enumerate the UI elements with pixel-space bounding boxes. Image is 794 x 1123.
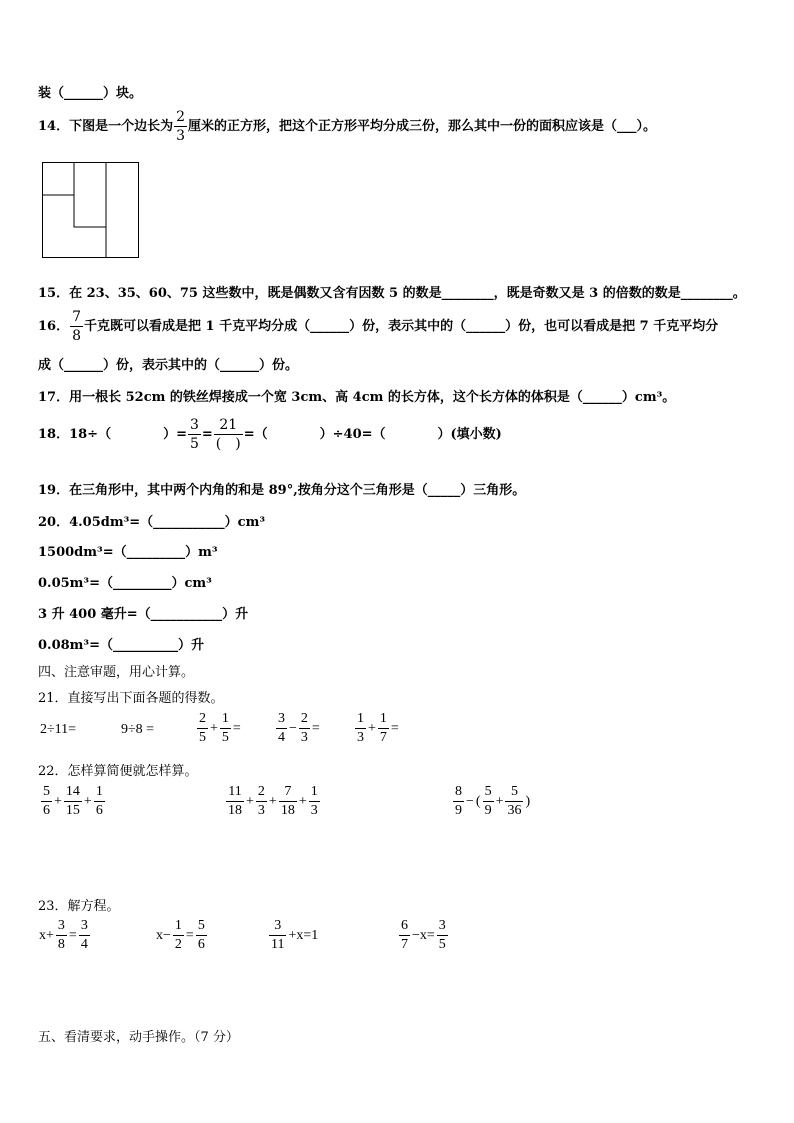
question-15: 15．在 23、35、60、75 这些数中，既是偶数又含有因数 5 的数是________，既是奇数又是 3 的倍数的数是________。 xyxy=(38,286,746,301)
q16-number: 16． xyxy=(38,319,70,334)
q18-fraction-1: $\frac{3}{5}$ xyxy=(189,417,199,452)
q16-line2: 成（______）份，表示其中的（______）份。 xyxy=(38,358,299,373)
question-16 xyxy=(38,310,718,343)
section-4-heading: 四、注意审题，用心计算。 xyxy=(38,665,195,680)
question-17: 17．用一根长 52cm 的铁丝焊接成一个宽 3cm、高 4cm 的长方体，这个长方体的体积是（______）cm³。 xyxy=(38,390,676,405)
q21-calc-4: $\frac{3}{4}$ − $\frac{2}{3}$ = xyxy=(278,711,320,745)
square-figure xyxy=(42,162,139,258)
question-19: 19．在三角形中，其中两个内角的和是 89°,按角分这个三角形是（_____）三角形。 xyxy=(38,483,526,498)
q14-fraction: $\frac{2}{3}$ xyxy=(176,109,186,144)
q21-calc-3: $\frac{2}{5}$ + $\frac{1}{5}$ = xyxy=(199,711,241,745)
q21-calc-2: 9÷8 = xyxy=(121,722,155,737)
q14-text-post: 厘米的正方形，把这个正方形平均分成三份，那么其中一份的面积应该是（___）。 xyxy=(188,119,657,134)
q20-line-1: 20．4.05dm³=（___________）cm³ xyxy=(38,515,266,530)
q22-expr-2: $\frac{11}{18}$ + $\frac{2}{3}$ + $\frac{7}{18}$ + $\frac{1}{3}$ xyxy=(228,784,318,818)
q18-equals: = xyxy=(201,427,213,442)
q23-equation-3: $\frac{3}{11}$ +x=1 xyxy=(271,918,319,952)
q22-expr-3: $\frac{8}{9}$ − ( $\frac{5}{9}$ + $\frac{5}{36}$ ) xyxy=(455,784,531,818)
q20-line-5: 0.08m³=（__________）升 xyxy=(38,638,205,653)
question-14 xyxy=(38,110,656,143)
q18-part-a: 18．18÷（ ）= xyxy=(38,427,187,442)
q21-title: 21．直接写出下面各题的得数。 xyxy=(38,691,224,706)
q23-title: 23．解方程。 xyxy=(38,899,120,914)
question-18 xyxy=(38,418,502,451)
q16-line1: 千克既可以看成是把 1 千克平均分成（______）份，表示其中的（______）份，也可以看成是把 7 千克平均分 xyxy=(84,319,719,334)
q14-text-pre: 14．下图是一个边长为 xyxy=(38,119,174,134)
q23-equation-1: x+ $\frac{3}{8}$ = $\frac{3}{4}$ xyxy=(39,918,88,952)
q18-fraction-2: 21 ( ) xyxy=(215,417,241,452)
q20-line-3: 0.05m³=（_________）cm³ xyxy=(38,576,212,591)
q22-title: 22．怎样算简便就怎样算。 xyxy=(38,764,198,779)
q20-line-4: 3 升 400 毫升=（___________）升 xyxy=(38,607,249,622)
q23-equation-4: $\frac{6}{7}$ −x= $\frac{3}{5}$ xyxy=(401,918,446,952)
section-5-heading: 五、看清要求，动手操作。（7 分） xyxy=(38,1030,239,1045)
q21-calc-1: 2÷11= xyxy=(40,722,77,737)
q18-part-b: =（ ）÷40=（ ）(填小数) xyxy=(243,427,502,442)
q13-tail: 装（______）块。 xyxy=(38,86,143,101)
q16-fraction: $\frac{7}{8}$ xyxy=(72,309,82,344)
q23-equation-2: x− $\frac{1}{2}$ = $\frac{5}{6}$ xyxy=(156,918,205,952)
q22-expr-1: $\frac{5}{6}$ + $\frac{14}{15}$ + $\frac{1}{6}$ xyxy=(43,784,103,818)
q20-line-2: 1500dm³=（_________）m³ xyxy=(38,545,218,560)
q21-calc-5: $\frac{1}{3}$ + $\frac{1}{7}$ = xyxy=(357,711,399,745)
